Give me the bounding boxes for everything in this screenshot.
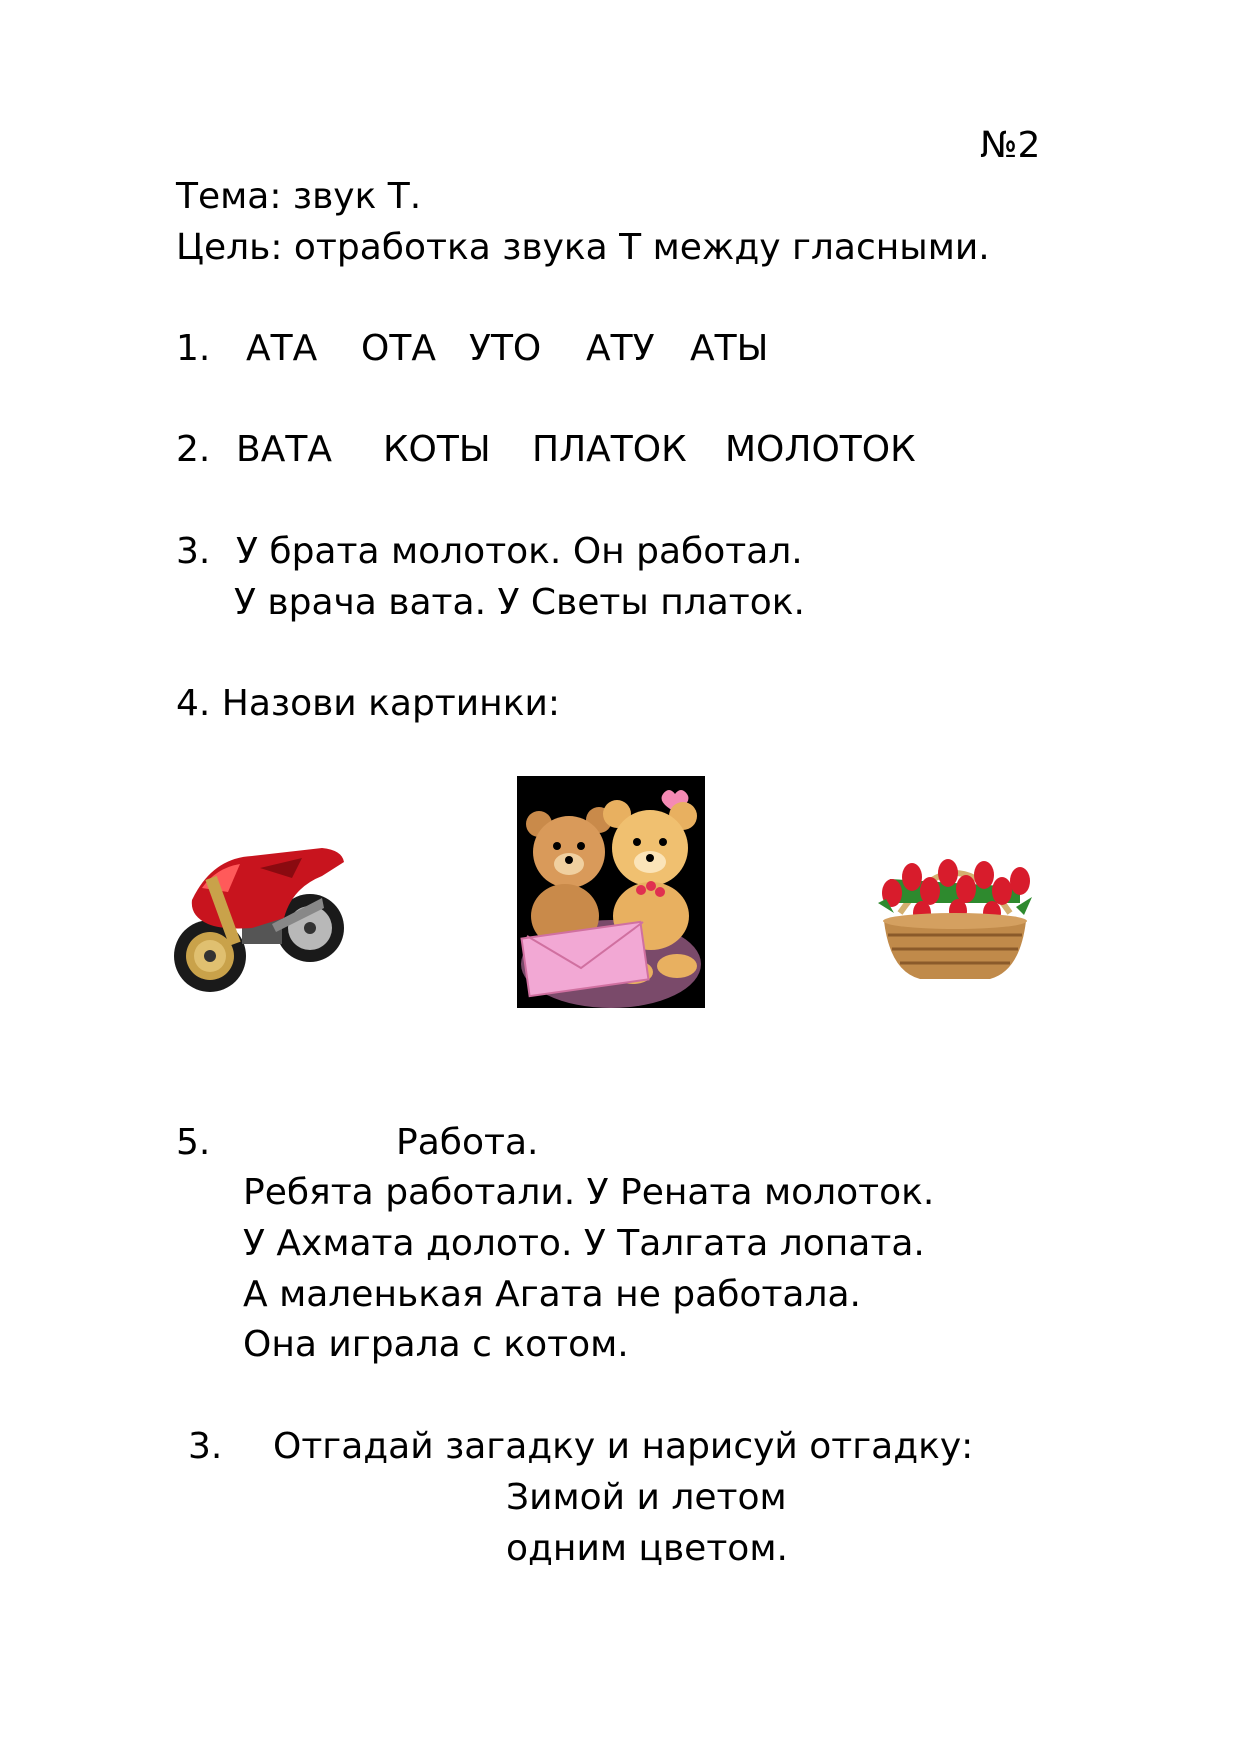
riddle-line: одним цветом. — [506, 1528, 788, 1569]
word: КОТЫ — [383, 429, 491, 470]
task5-line: А маленькая Агата не работала. — [243, 1274, 861, 1315]
syllable: ОТА — [361, 328, 436, 369]
word: ПЛАТОК — [532, 429, 687, 470]
task5-title: Работа. — [396, 1122, 539, 1163]
task5-number: 5. — [176, 1122, 211, 1163]
syllable: УТО — [469, 328, 542, 369]
task3-line: У врача вата. У Светы платок. — [234, 582, 805, 623]
task5-line: Она играла с котом. — [243, 1324, 629, 1365]
task3-number: 3. — [176, 531, 211, 572]
syllable: АТУ — [586, 328, 655, 369]
syllable: АТЫ — [690, 328, 769, 369]
task2-number: 2. — [176, 429, 211, 470]
topic: Тема: звук Т. — [176, 176, 422, 217]
bear-head — [533, 816, 605, 888]
word: МОЛОТОК — [725, 429, 916, 470]
bear-head — [612, 810, 688, 886]
tulip-basket-picture — [870, 843, 1040, 983]
task3-line: У брата молоток. Он работал. — [236, 531, 803, 572]
riddle-number: 3. — [188, 1426, 223, 1467]
page-number: №2 — [980, 125, 1041, 166]
goal: Цель: отработка звука Т между гласными. — [176, 227, 990, 268]
riddle-title: Отгадай загадку и нарисуй отгадку: — [273, 1426, 974, 1467]
task5-line: У Ахмата долото. У Талгата лопата. — [243, 1223, 925, 1264]
task5-line: Ребята работали. У Рената молоток. — [243, 1172, 935, 1213]
task1-number: 1. — [176, 328, 211, 369]
teddy-bears-picture — [517, 776, 705, 1008]
word: ВАТА — [236, 429, 332, 470]
motorcycle-picture — [172, 828, 348, 998]
syllable: АТА — [246, 328, 318, 369]
riddle-line: Зимой и летом — [506, 1477, 787, 1518]
task4-title: 4. Назови картинки: — [176, 683, 560, 724]
